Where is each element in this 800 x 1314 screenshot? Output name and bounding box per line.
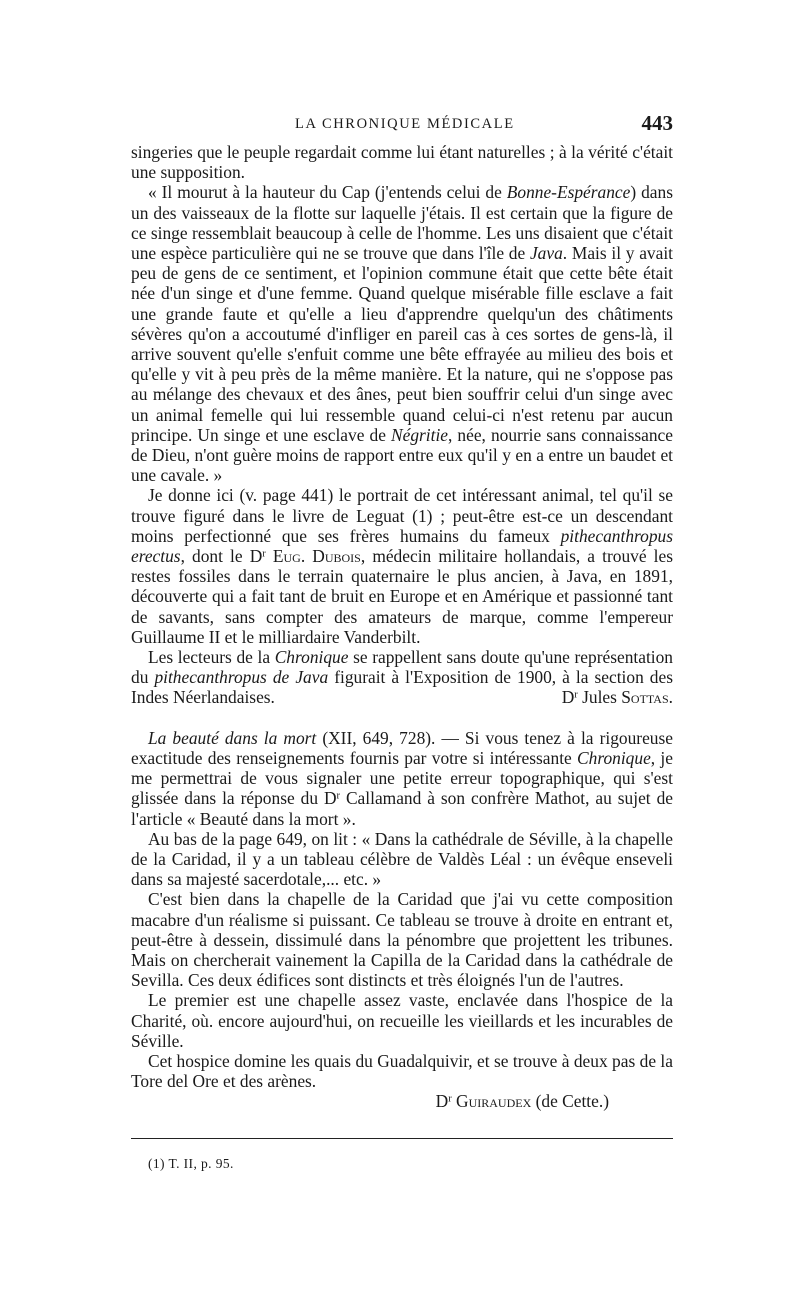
paragraph-chapelle: Le premier est une chapelle assez vaste, enclavée dans l'hospice de la Charité, où. encore aujourd'hui, on recueille les vieillards et les incurables de Séville.	[131, 990, 673, 1051]
paragraph-page-649: Au bas de la page 649, on lit : « Dans la cathédrale de Séville, à la chapelle de la Caridad, il y a un tableau célèbre de Valdès Léal : un évêque enseveli dans sa majesté sacerdotale,... etc. »	[131, 828, 673, 890]
page-number: 443	[641, 111, 673, 135]
body-text	[131, 142, 673, 1112]
page-header	[131, 113, 673, 139]
paragraph-caridad: C'est bien dans la chapelle de la Caridad que j'ai vu cette composition macabre d'un réalisme si puissant. Ce tableau se trouve à droite en entrant et, peut-être à dessein, dissimulé dans la pénombre que projettent les tribunes. Mais on chercherait vainement la Capilla de la Caridad dans la cathédrale de Sevilla. Ces deux édifices sont distincts et très éloignés l'un de l'autres.	[131, 889, 673, 991]
paragraph-hospice: Cet hospice domine les quais du Guadalquivir, et se trouve à deux pas de la Tore del Ore et des arènes.	[131, 1050, 673, 1092]
running-title: LA CHRONIQUE MÉDICALE	[295, 116, 515, 132]
paragraph-beaute-dans-la-mort: La beauté dans la mort (XII, 649, 728). — Si vous tenez à la rigoureuse exactitude des renseignements fournis par votre si intéressante Chronique, je me permettrai de vous signaler une petite erreur topographique, qui s'est glissée dans la réponse du $D^r$ Callamand à son confrère Mathot, au sujet de l'article « Beauté dans la mort ».	[131, 727, 673, 829]
signature-guiraudex: $D^r$ Guiraudex (de Cette.)	[435, 1091, 609, 1112]
paragraph-continuation: singeries que le peuple regardait comme lui étant naturelles ; à la vérité c'était une supposition.	[131, 142, 673, 183]
footnote-rule	[131, 1138, 673, 1139]
footnote: (1) T. II, p. 95.	[148, 1156, 234, 1171]
paragraph-quotation: « Il mourut à la hauteur du Cap (j'entends celui de Bonne-Espérance) dans un des vaisseaux de la flotte sur laquelle j'étais. Il est certain que la figure de ce singe ressemblait beaucoup à celle de l'homme. Les uns disaient que c'était une espèce particulière qui ne se trouve que dans l'île de Java. Mais il y avait peu de gens de ce sentiment, et l'opinion commune était que cette bête était née d'un singe et d'une femme. Quand quelque misérable fille esclave a fait une grande faute et qu'elle a lieu d'apprendre quelqu'un des châtiments sévères qu'on a accoutumé d'infliger en pareil cas à ces sortes de gens-là, il arrive souvent qu'elle s'enfuit comme une bête effrayée au milieu des bois et qu'elle y vit à peu près de la même manière. Et la nature, qui ne s'oppose pas au mélange des chevaux et des ânes, peut bien souffrir celui d'un singe avec un animal femelle qui lui ressemble quand celui-ci n'est retenu par aucun principe. Un singe et une esclave de Négritie, née, nourrie sans connaissance de Dieu, n'ont guère moins de rapport entre eux qu'il y en a entre un baudet et une cavale. »	[131, 182, 673, 486]
signature-sottas: $D^r$ Jules Sottas.	[561, 687, 673, 708]
paragraph-exposition: Les lecteurs de la Chronique se rappellent sans doute qu'une représentation du pithecanthropus de Java figurait à l'Exposition de 1900, à la section des Indes Néerlandaises. $D^r$ Jules Sottas.	[131, 647, 674, 708]
paragraph-portrait: Je donne ici (v. page 441) le portrait de cet intéressant animal, tel qu'il se trouve figuré dans le livre de Leguat (1) ; peut-être est-ce un descendant moins perfectionné que ses frères humains du fameux pithecanthropus erectus, dont le $D^r$ Eug. Dubois, médecin militaire hollandais, a trouvé les restes fossiles dans le terrain quaternaire le plus ancien, à Java, en 1891, découverte qui a fait tant de bruit en Europe et en Amérique et passionné tant de savants, sans compter des amateurs de marque, comme l'empereur Guillaume II et le milliardaire Vanderbilt.	[131, 485, 673, 647]
